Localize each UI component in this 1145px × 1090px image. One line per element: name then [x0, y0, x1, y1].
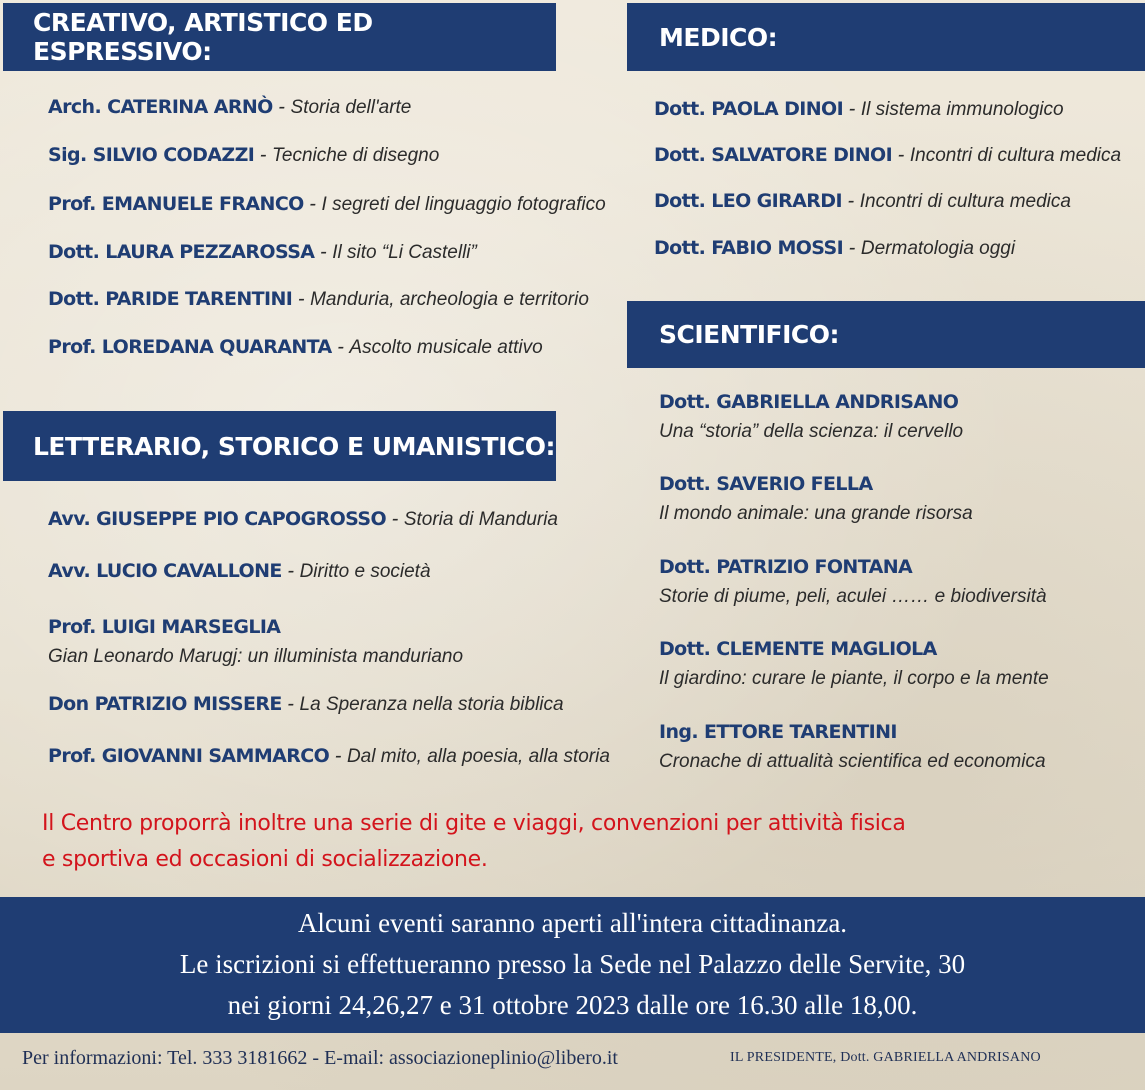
- speaker-topic: Tecniche di disegno: [272, 145, 440, 166]
- speaker-name: Dott. CLEMENTE MAGLIOLA: [659, 638, 937, 660]
- speaker-name: Prof. LUIGI MARSEGLIA: [48, 616, 281, 638]
- separator: -: [319, 241, 327, 263]
- section-banner-creativo: [3, 3, 556, 71]
- speaker-topic: I segreti del linguaggio fotografico: [321, 194, 606, 215]
- registration-banner: [0, 897, 1145, 1033]
- speaker-name: Dott. SALVATORE DINOI: [654, 144, 893, 166]
- speaker-entry: [659, 718, 1046, 776]
- speaker-topic: Incontri di cultura medica: [909, 145, 1122, 166]
- speaker-name: Prof. GIOVANNI SAMMARCO: [48, 745, 330, 767]
- speaker-name: Dott. PATRIZIO FONTANA: [659, 556, 913, 578]
- speaker-name: Dott. FABIO MOSSI: [654, 237, 844, 259]
- speaker-entry: [48, 144, 439, 167]
- contact-info: Per informazioni: Tel. 333 3181662 - E-mail: associazioneplinio@libero.it: [22, 1047, 618, 1069]
- speaker-entry: [48, 612, 463, 672]
- speaker-topic: Il sistema immunologico: [860, 99, 1064, 120]
- separator: -: [309, 193, 316, 215]
- speaker-topic: Storia dell'arte: [290, 97, 412, 118]
- speaker-entry: [654, 98, 1064, 121]
- activities-note-line1: Il Centro proporrà inoltre una serie di gite e viaggi, convenzioni per attività fisica: [42, 811, 906, 836]
- speaker-name: Don PATRIZIO MISSERE: [48, 693, 282, 715]
- president-signature: IL PRESIDENTE, Dott. GABRIELLA ANDRISANO: [730, 1050, 1041, 1065]
- speaker-entry: [48, 745, 610, 768]
- separator: -: [847, 190, 855, 212]
- speaker-entry: [659, 635, 1049, 693]
- speaker-entry: [48, 241, 477, 264]
- speaker-entry: [48, 336, 543, 359]
- speaker-entry: [654, 144, 1121, 167]
- section-title-letterario: LETTERARIO, STORICO E UMANISTICO:: [33, 431, 555, 461]
- speaker-entry: [48, 693, 564, 716]
- speaker-topic: Dermatologia oggi: [860, 238, 1016, 259]
- section-banner-scientifico: [627, 301, 1145, 368]
- registration-line3: nei giorni 24,26,27 e 31 ottobre 2023 dalle ore 16.30 alle 18,00.: [227, 990, 918, 1020]
- speaker-entry: [659, 388, 963, 446]
- speaker-entry: [48, 193, 606, 216]
- speaker-entry: [48, 96, 411, 119]
- speaker-entry: [48, 288, 589, 311]
- speaker-name: Dott. SAVERIO FELLA: [659, 473, 873, 495]
- speaker-topic: Storia di Manduria: [403, 509, 559, 530]
- separator: -: [287, 693, 294, 715]
- separator: -: [391, 508, 399, 530]
- separator: -: [287, 560, 295, 582]
- separator: -: [297, 288, 305, 310]
- separator: -: [337, 336, 344, 358]
- speaker-topic: Cronache di attualità scientifica ed economica: [659, 751, 1046, 772]
- speaker-name: Dott. LEO GIRARDI: [654, 190, 842, 212]
- speaker-name: Avv. LUCIO CAVALLONE: [48, 560, 282, 582]
- separator: -: [278, 96, 285, 118]
- speaker-topic: Una “storia” della scienza: il cervello: [659, 421, 964, 442]
- registration-line1: Alcuni eventi saranno aperti all'intera cittadinanza.: [297, 908, 848, 938]
- speaker-name: Dott. PARIDE TARENTINI: [48, 288, 293, 310]
- speaker-name: Dott. GABRIELLA ANDRISANO: [659, 391, 959, 413]
- speaker-topic: Incontri di cultura medica: [859, 191, 1071, 212]
- speaker-name: Prof. EMANUELE FRANCO: [48, 193, 304, 215]
- speaker-name: Sig. SILVIO CODAZZI: [48, 144, 255, 166]
- speaker-topic: Storie di piume, peli, aculei …… e biodiversità: [659, 586, 1047, 607]
- speaker-name: Avv. GIUSEPPE PIO CAPOGROSSO: [48, 508, 387, 530]
- speaker-entry: [654, 190, 1071, 213]
- speaker-topic: Ascolto musicale attivo: [349, 337, 543, 358]
- speaker-name: Dott. LAURA PEZZAROSSA: [48, 241, 315, 263]
- separator: -: [259, 144, 267, 166]
- activities-note-line2: e sportiva ed occasioni di socializzazione.: [42, 847, 488, 872]
- registration-line2: Le iscrizioni si effettueranno presso la Sede nel Palazzo delle Servite, 30: [179, 949, 966, 979]
- separator: -: [334, 745, 342, 767]
- speaker-topic: Manduria, archeologia e territorio: [310, 289, 589, 310]
- separator: -: [897, 144, 905, 166]
- speaker-entry: [48, 508, 558, 531]
- speaker-topic: Gian Leonardo Marugj: un illuminista manduriano: [48, 646, 464, 667]
- speaker-entry: [654, 237, 1015, 260]
- speaker-name: Dott. PAOLA DINOI: [654, 98, 844, 120]
- separator: -: [848, 98, 856, 120]
- speaker-entry: [48, 560, 431, 583]
- speaker-name: Arch. CATERINA ARNÒ: [48, 96, 273, 118]
- speaker-topic: La Speranza nella storia biblica: [299, 694, 564, 715]
- speaker-name: Prof. LOREDANA QUARANTA: [48, 336, 332, 358]
- speaker-topic: Il giardino: curare le piante, il corpo e la mente: [659, 668, 1049, 689]
- section-title-scientifico: SCIENTIFICO:: [659, 320, 839, 349]
- speaker-entry: [659, 470, 973, 528]
- speaker-name: Ing. ETTORE TARENTINI: [659, 721, 897, 743]
- speaker-topic: Dal mito, alla poesia, alla storia: [346, 746, 610, 767]
- section-banner-letterario: [3, 411, 556, 481]
- speaker-entry: [659, 553, 1047, 611]
- speaker-topic: Il sito “Li Castelli”: [332, 242, 477, 263]
- section-title-creativo: CREATIVO, ARTISTICO ED ESPRESSIVO:: [33, 8, 373, 66]
- speaker-topic: Diritto e società: [299, 561, 431, 582]
- section-banner-medico: [627, 3, 1145, 71]
- speaker-topic: Il mondo animale: una grande risorsa: [659, 503, 973, 524]
- section-title-medico: MEDICO:: [659, 22, 778, 52]
- separator: -: [848, 237, 856, 259]
